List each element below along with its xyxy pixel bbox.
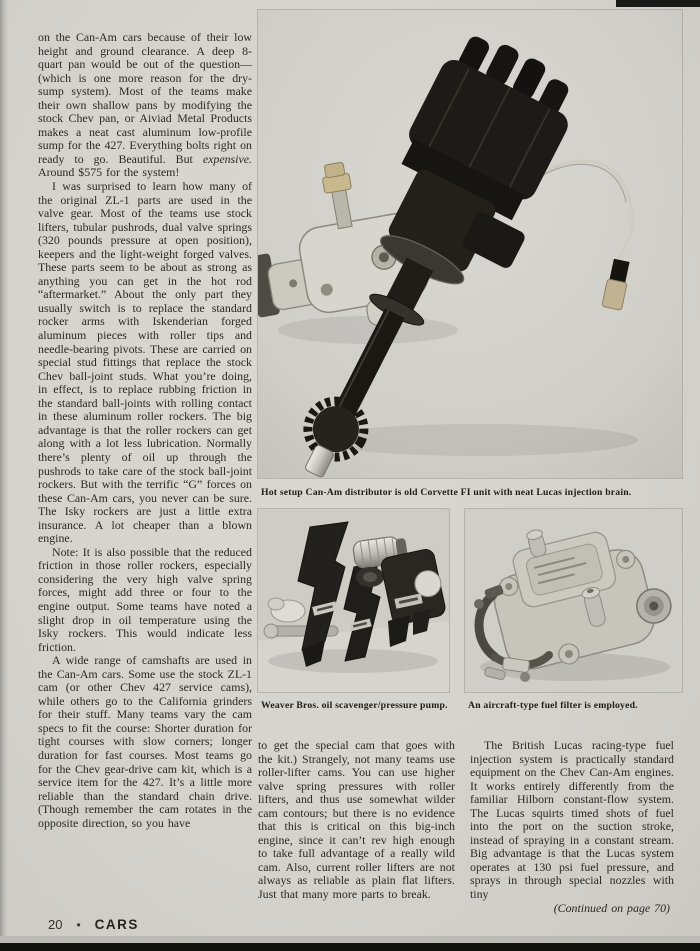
scan-edge-top-right bbox=[616, 0, 700, 7]
paragraph-valve-gear: I was surprised to learn how many of the original ZL-1 parts are used in the valve gear. Most of the teams use stock lifters, tubular pushrods, dual valve springs (320 pounds pressure at open position), keepers and the light-weight forged valves. These parts seem to be about as strong as anything you can get in the hot rod “aftermarket.” About the only part they usually switch is to replace the standard rocker arms with Iskenderian forged aluminum pieces with roller tips and needle-bearing pivots. These are carried on special stud fittings that replace the stock Chev ball-joint studs. What you’re doing, in effect, is to replace rubbing friction in the standard ball-joints with rolling contact in these aluminum roller rockers. The big advantage is that the roller rockers can get along with a lot less lubrication. Normally there’s plenty of oil up through the pushrods to take care of the stock ball-joint rockers. But with the terrific “G” forces on these Can-Am cars, you never can be sure. The Isky rockers are just a little extra insurance. A lot cheaper than a blown engine. bbox=[38, 179, 252, 546]
oil-pump-illustration bbox=[258, 509, 449, 692]
scan-edge-bottom-gray bbox=[0, 936, 700, 943]
middle-text-column bbox=[258, 739, 455, 917]
continued-on-page-note: (Continued on page 70) bbox=[553, 900, 670, 915]
paragraph-text: Around $575 for the system! bbox=[38, 165, 180, 180]
paragraph-text: on the Can-Am cars because of their low height and ground clearance. A deep 8-quart pan would be out of the question—(which is one more reason for the dry-sump system). Most of the teams make their own shallow pans by modifying the stock Chev pan, or Aiviad Metal Products makes a neat cast aluminum low-profile sump for the 427. Everything bolts right on ready to go. Beautiful. But bbox=[38, 31, 252, 166]
distributor-photo bbox=[258, 10, 682, 478]
paragraph-roller-lifters: to get the special cam that goes with the kit.) Strangely, not many teams use roller-lifter cams. You can use higher valve spring pressures with roller lifters, and thus use somewhat wilder cam contours; but there is no evidence that this is critical on this big-inch engine, since it can’t rev high enough to take full advantage of a really wild cam. Also, current roller lifters are not always as reliable as plain flat lifters. Just that many more parts to break. bbox=[258, 739, 455, 902]
fuel-filter-photo bbox=[465, 509, 682, 692]
scan-edge-bottom-black bbox=[0, 943, 700, 951]
oil-pump-caption: Weaver Bros. oil scavenger/pressure pump. bbox=[261, 700, 448, 711]
distributor-caption: Hot setup Can-Am distributor is old Corvette FI unit with neat Lucas injection brain. bbox=[261, 487, 632, 498]
paragraph-lucas-injection: The British Lucas racing-type fuel injection system is practically standard equipment on the Chev Can-Am engines. It works entirely differently from the familiar Hilborn constant-flow system. The Lucas squirts timed shots of fuel into the port on the suction stroke, instead of spraying in a constant stream. Big advantage is that the Lucas system operates at 130 psi fuel pressure, and sprays in through special nozzles with tiny bbox=[470, 739, 674, 902]
fuel-filter-caption: An aircraft-type fuel filter is employed. bbox=[468, 700, 638, 711]
scan-edge-left bbox=[0, 0, 8, 951]
paragraph-note-friction: Note: It is also possible that the reduced friction in those roller rockers, especially considering the very high valve spring forces, might add three or four to the engine output. Some teams have noted a slight drop in oil temperature using the Isky rockers. This would indicate less friction. bbox=[38, 544, 252, 654]
magazine-name: CARS bbox=[94, 917, 139, 932]
paragraph-camshafts: A wide range of camshafts are used in the Can-Am cars. Some use the stock ZL-1 cam (or other Chev 427 service cams), while others go to the California grinders for their stuff. Many teams vary the cam specs to fit the course: Shorter duration for tight courses with slow corners; longer duration for fast courses. Most teams go for the Chev gear-drive cam kit, which is a service item for the 427. It’s a little more reliable than the standard chain drive. (Though remember the cam rotates in the opposite direction, so you have bbox=[38, 653, 252, 830]
footer-bullet-icon: • bbox=[76, 917, 81, 932]
paragraph-oil-pans bbox=[38, 31, 252, 180]
italic-word: expensive. bbox=[202, 151, 252, 166]
fuel-filter-illustration bbox=[465, 509, 682, 692]
page-number: 20 bbox=[48, 917, 63, 932]
distributor-illustration bbox=[258, 10, 682, 478]
right-text-column bbox=[470, 739, 674, 929]
oil-pump-photo bbox=[258, 509, 449, 692]
left-text-column bbox=[38, 31, 252, 913]
page-footer bbox=[48, 917, 139, 932]
